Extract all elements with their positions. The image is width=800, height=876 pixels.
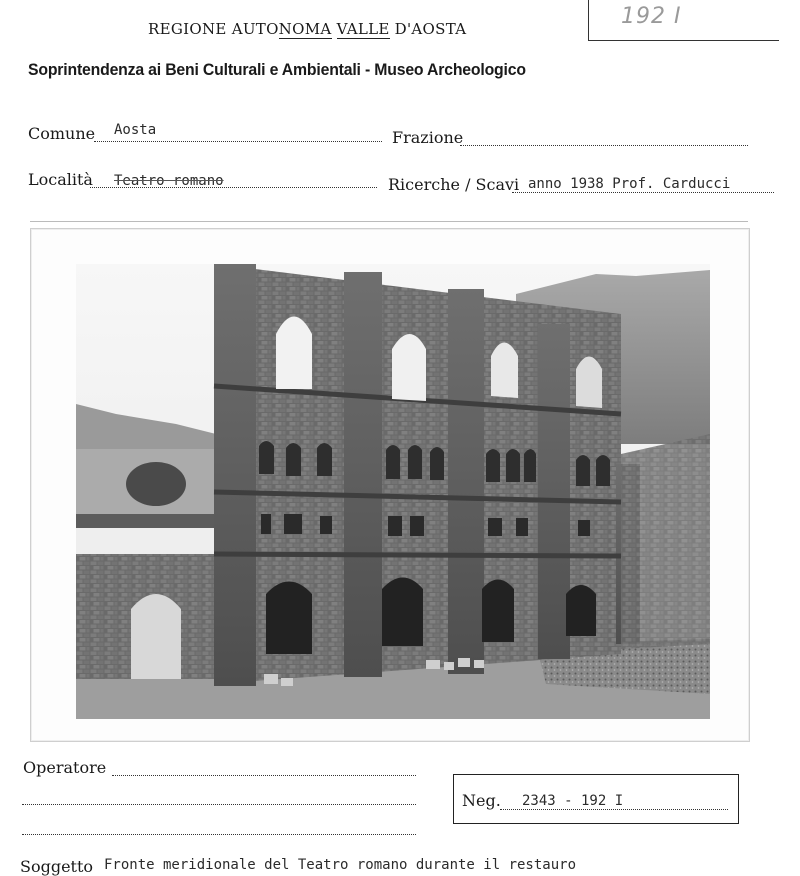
frazione-label: Frazione bbox=[392, 128, 464, 147]
upper-window bbox=[576, 357, 602, 409]
operatore-line bbox=[112, 775, 416, 776]
upper-window bbox=[276, 317, 312, 390]
right-ruins bbox=[621, 434, 710, 649]
pilaster bbox=[214, 264, 256, 686]
neg-label: Neg. bbox=[462, 791, 501, 810]
pilaster bbox=[538, 324, 570, 659]
cornice bbox=[214, 554, 621, 556]
ricerche-label: Ricerche / Scavi bbox=[388, 175, 520, 194]
soggetto-label: Soggetto bbox=[20, 857, 94, 876]
neg-line bbox=[500, 809, 728, 810]
upper-window bbox=[392, 334, 426, 401]
tree bbox=[126, 462, 186, 506]
fence bbox=[76, 514, 216, 528]
localita-label: Località bbox=[28, 170, 93, 189]
negative-box bbox=[453, 774, 739, 824]
comune-label: Comune bbox=[28, 124, 96, 143]
pilaster bbox=[344, 272, 382, 677]
region-title bbox=[148, 20, 466, 38]
ricerche-value: anno 1938 Prof. Carducci bbox=[528, 176, 731, 192]
operatore-line-3 bbox=[22, 834, 416, 835]
frazione-line bbox=[460, 145, 748, 146]
region-title-space bbox=[332, 20, 337, 38]
comune-line bbox=[94, 141, 382, 142]
catalog-number: 192 I bbox=[621, 4, 682, 29]
operatore-label: Operatore bbox=[23, 758, 107, 777]
comune-value: Aosta bbox=[114, 122, 157, 138]
upper-window bbox=[491, 343, 518, 399]
region-title-underlined: NOMA bbox=[278, 20, 332, 38]
region-title-underlined: VALLE bbox=[336, 20, 390, 38]
soggetto-value: Fronte meridionale del Teatro romano durante il restauro bbox=[104, 857, 577, 873]
region-title-part: REGIONE AUTO bbox=[148, 20, 279, 38]
neg-value: 2343 - 192 I bbox=[522, 793, 624, 809]
operatore-line-2 bbox=[22, 804, 416, 805]
region-title-part: D'AOSTA bbox=[389, 20, 467, 38]
catalog-number-box bbox=[588, 0, 779, 41]
localita-value: Teatro romano bbox=[114, 173, 224, 189]
theatre-photo bbox=[76, 264, 710, 719]
header-divider bbox=[30, 221, 748, 222]
institution-name: Soprintendenza ai Beni Culturali e Ambientali - Museo Archeologico bbox=[28, 60, 526, 79]
ricerche-line bbox=[512, 192, 774, 193]
pilaster bbox=[448, 289, 484, 674]
arch-opening bbox=[131, 594, 181, 679]
